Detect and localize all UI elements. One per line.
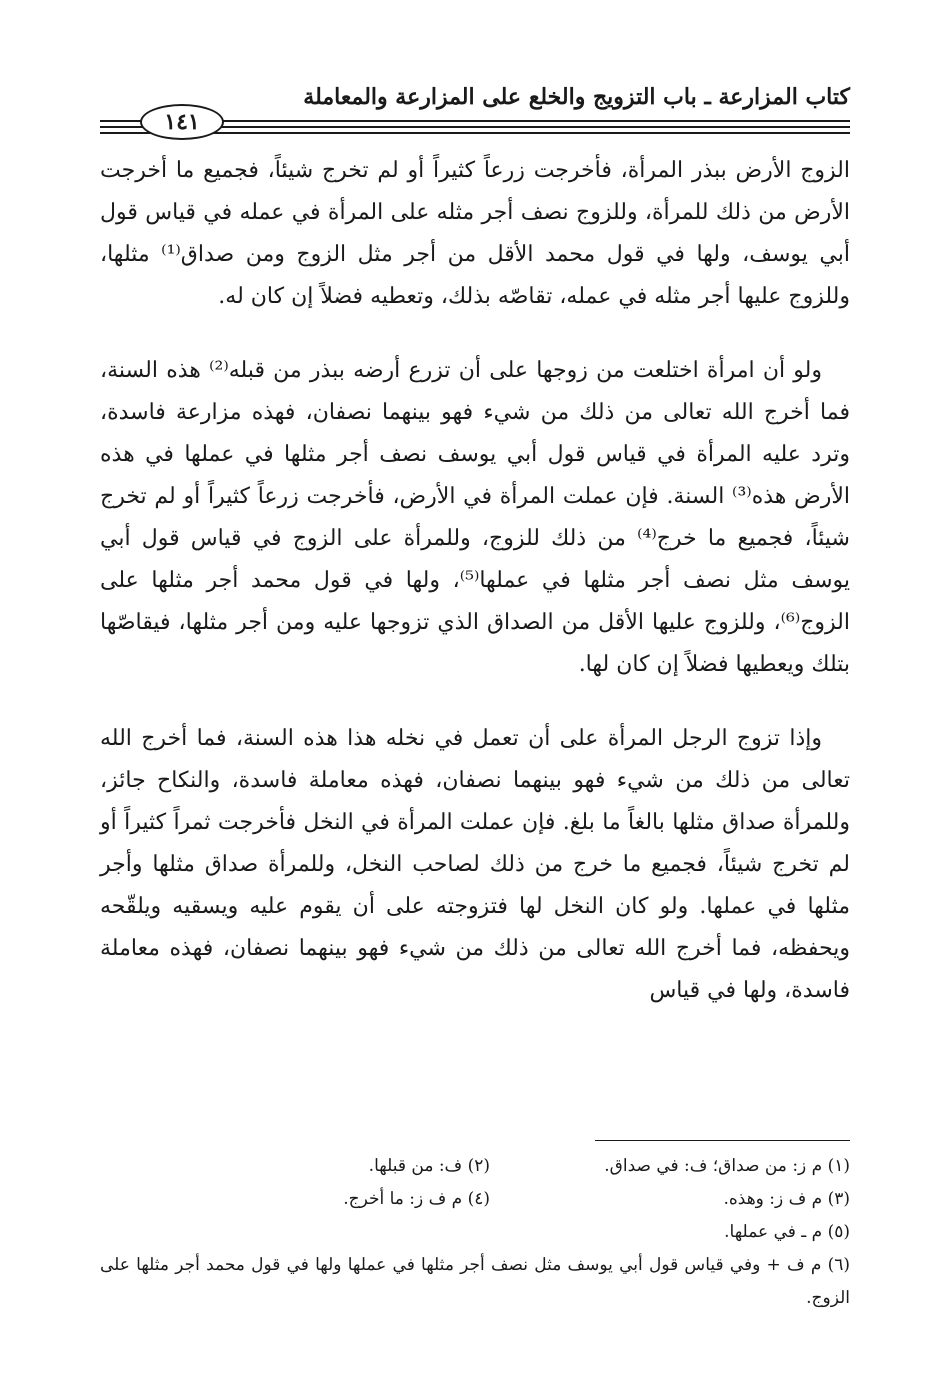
page-number: ١٤١ — [164, 109, 200, 135]
page-number-badge — [140, 104, 224, 140]
footnote-5: (٥) م ـ في عملها. — [724, 1222, 850, 1242]
paragraph-3: وإذا تزوج الرجل المرأة على أن تعمل في نخله هذا هذه السنة، فما أخرج الله تعالى من ذلك من شيء فهو بينهما نصفان، فهذه معاملة فاسدة، والنكاح جائز، وللمرأة صداق مثلها بالغاً ما بلغ. فإن عملت المرأة في النخل فأخرجت ثمراً كثيراً أو لم تخرج شيئاً، فجميع ما خرج من ذلك لصاحب النخل، وللمرأة صداق مثلها وأجر مثلها في عملها. ولو كان النخل لها فتزوجته على أن يقوم عليه ويسقيه ويلقّحه ويحفظه، فما أخرج الله تعالى من ذلك من شيء فهو بينهما نصفان، فهذه معاملة فاسدة، ولها في قياس — [100, 726, 850, 1003]
footnote-1: (١) م ز: من صداق؛ ف: في صداق. — [604, 1156, 850, 1176]
footnote-row-2 — [100, 1183, 850, 1216]
body-text — [100, 150, 850, 1044]
page-header — [100, 70, 850, 140]
paragraph-1: الزوج الأرض ببذر المرأة، فأخرجت زرعاً كثيراً أو لم تخرج شيئاً، فجميع ما أخرجت الأرض من ذلك للمرأة، وللزوج نصف أجر مثله على المرأة في عمله في قياس قول أبي يوسف، ولها في قول محمد الأقل من أجر مثل الزوج ومن صداق⁽¹⁾ مثلها، وللزوج عليها أجر مثله في عمله، تقاصّه بذلك، وتعطيه فضلاً إن كان له. — [100, 158, 850, 309]
running-title: كتاب المزارعة ـ باب التزويج والخلع على المزارعة والمعاملة — [303, 84, 850, 110]
paragraph-2: ولو أن امرأة اختلعت من زوجها على أن تزرع أرضه ببذر من قبله⁽²⁾ هذه السنة، فما أخرج الله تعالى من ذلك من شيء فهو بينهما نصفان، فهذه مزارعة فاسدة، وترد عليه المرأة في قياس قول أبي يوسف نصف أجر مثلها في عملها في هذه الأرض هذه⁽³⁾ السنة. فإن عملت المرأة في الأرض، فأخرجت زرعاً كثيراً أو لم تخرج شيئاً، فجميع ما خرج⁽⁴⁾ من ذلك للزوج، وللمرأة على الزوج في قياس قول أبي يوسف مثل نصف أجر مثلها في عملها⁽⁵⁾، ولها في قول محمد أجر مثلها على الزوج⁽⁶⁾، وللزوج عليها الأقل من الصداق الذي تزوجها عليه ومن أجر مثلها، فيقاصّها بتلك ويعطيها فضلاً إن كان لها. — [100, 358, 851, 677]
footnote-3: (٣) م ف ز: وهذه. — [723, 1189, 850, 1209]
footnote-separator — [595, 1140, 850, 1141]
footnote-row-1 — [100, 1150, 850, 1183]
footnote-4: (٤) م ف ز: ما أخرج. — [343, 1189, 490, 1209]
footnote-2: (٢) ف: من قبلها. — [368, 1156, 490, 1176]
footnote-6: (٦) م ف + وفي قياس قول أبي يوسف مثل نصف أجر مثلها في عملها ولها في قول محمد أجر مثلها على الزوج. — [100, 1255, 850, 1308]
footnotes — [100, 1150, 850, 1315]
